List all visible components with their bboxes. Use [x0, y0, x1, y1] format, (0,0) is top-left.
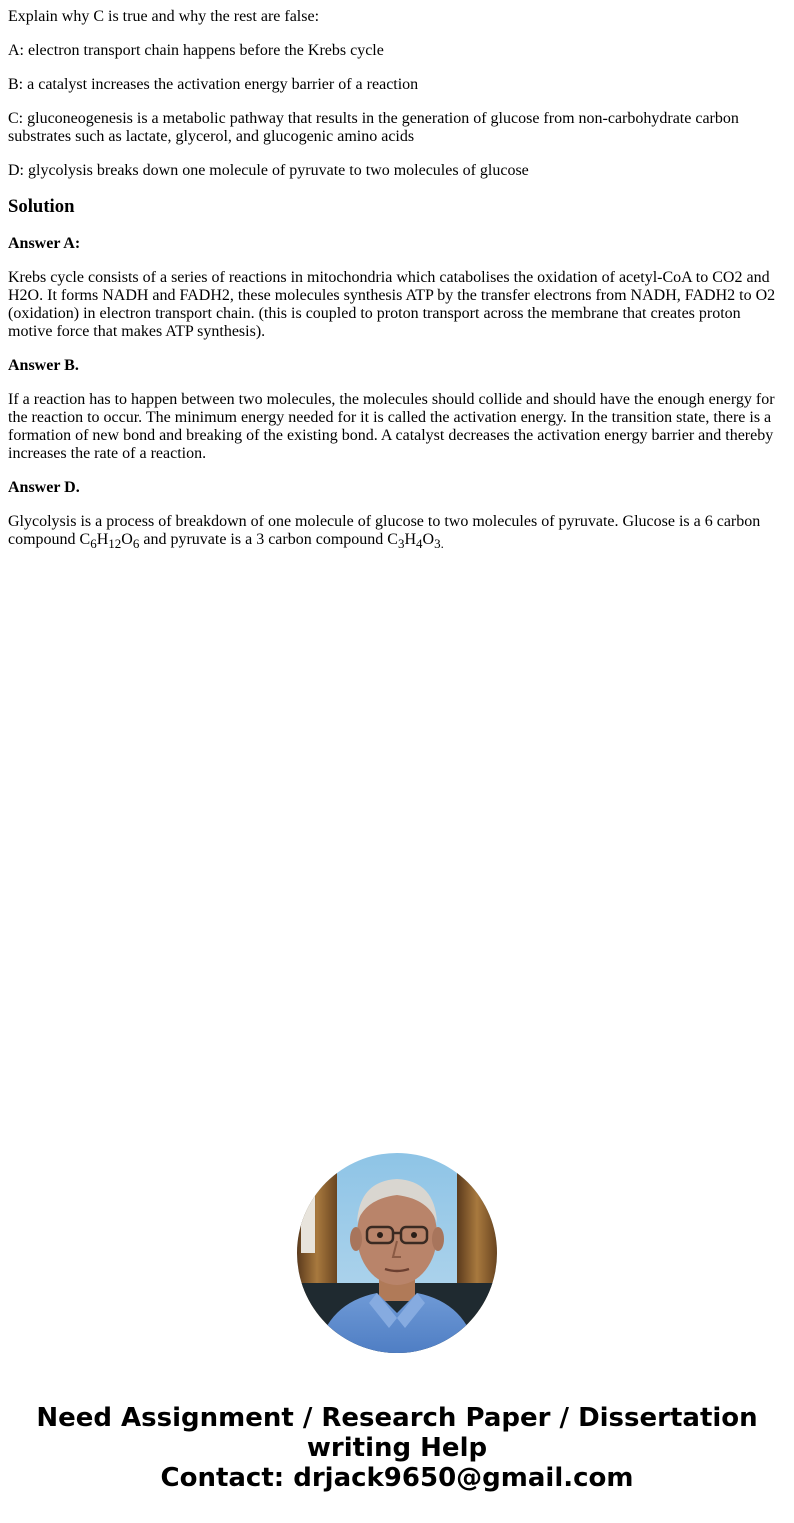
tutor-portrait [297, 1153, 497, 1353]
option-d: D: glycolysis breaks down one molecule of pyruvate to two molecules of glucose [8, 162, 529, 179]
pyruvate-formula: $C_3H_4O_{3.}$ [387, 531, 444, 551]
document-body [8, 8, 778, 565]
answer-a-label: Answer A: [8, 235, 81, 252]
answer-d-label: Answer D. [8, 479, 80, 496]
answer-a-text: Krebs cycle consists of a series of reactions in mitochondria which catabolises the oxidation of acetyl-CoA to CO2 and H2O. It forms NADH and FADH2, these molecules synthesis ATP by the transfer electrons from NADH, FADH2 to O2 (oxidation) in electron transport chain. (this is coupled to proton transport across the membrane that creates proton motive force that makes ATP synthesis). [8, 269, 776, 340]
answer-d-text-part1: Glycolysis is a process of breakdown of one molecule of glucose to two molecules of pyruvate. Glucose is a 6 carbon compound [8, 513, 761, 548]
tutor-avatar [297, 1153, 497, 1353]
option-c: C: gluconeogenesis is a metabolic pathway that results in the generation of glucose from non-carbohydrate carbon substrates such as lactate, glycerol, and glucogenic amino acids [8, 110, 739, 145]
option-a: A: electron transport chain happens before the Krebs cycle [8, 42, 384, 59]
glucose-formula: $C_6H_{12}O_6$ [79, 531, 140, 551]
answer-b-text: If a reaction has to happen between two molecules, the molecules should collide and should have the enough energy for the reaction to occur. The minimum energy needed for it is called the activation energy. In the transition state, there is a formation of new bond and breaking of the existing bond. A catalyst decreases the activation energy barrier and thereby increases the rate of a reaction. [8, 391, 775, 462]
contact-banner [0, 1403, 794, 1493]
option-b: B: a catalyst increases the activation energy barrier of a reaction [8, 76, 419, 93]
solution-heading: Solution [8, 196, 75, 217]
question-prompt: Explain why C is true and why the rest are false: [8, 8, 320, 25]
banner-line-2: writing Help [306, 1433, 488, 1463]
answer-d-text [8, 513, 778, 549]
answer-d-text-part2: and pyruvate is a 3 carbon compound [139, 531, 388, 548]
banner-line-1: Need Assignment / Research Paper / Dissertation [36, 1403, 758, 1433]
banner-contact-line: Contact: drjack9650@gmail.com [160, 1463, 634, 1493]
answer-b-label: Answer B. [8, 357, 79, 374]
